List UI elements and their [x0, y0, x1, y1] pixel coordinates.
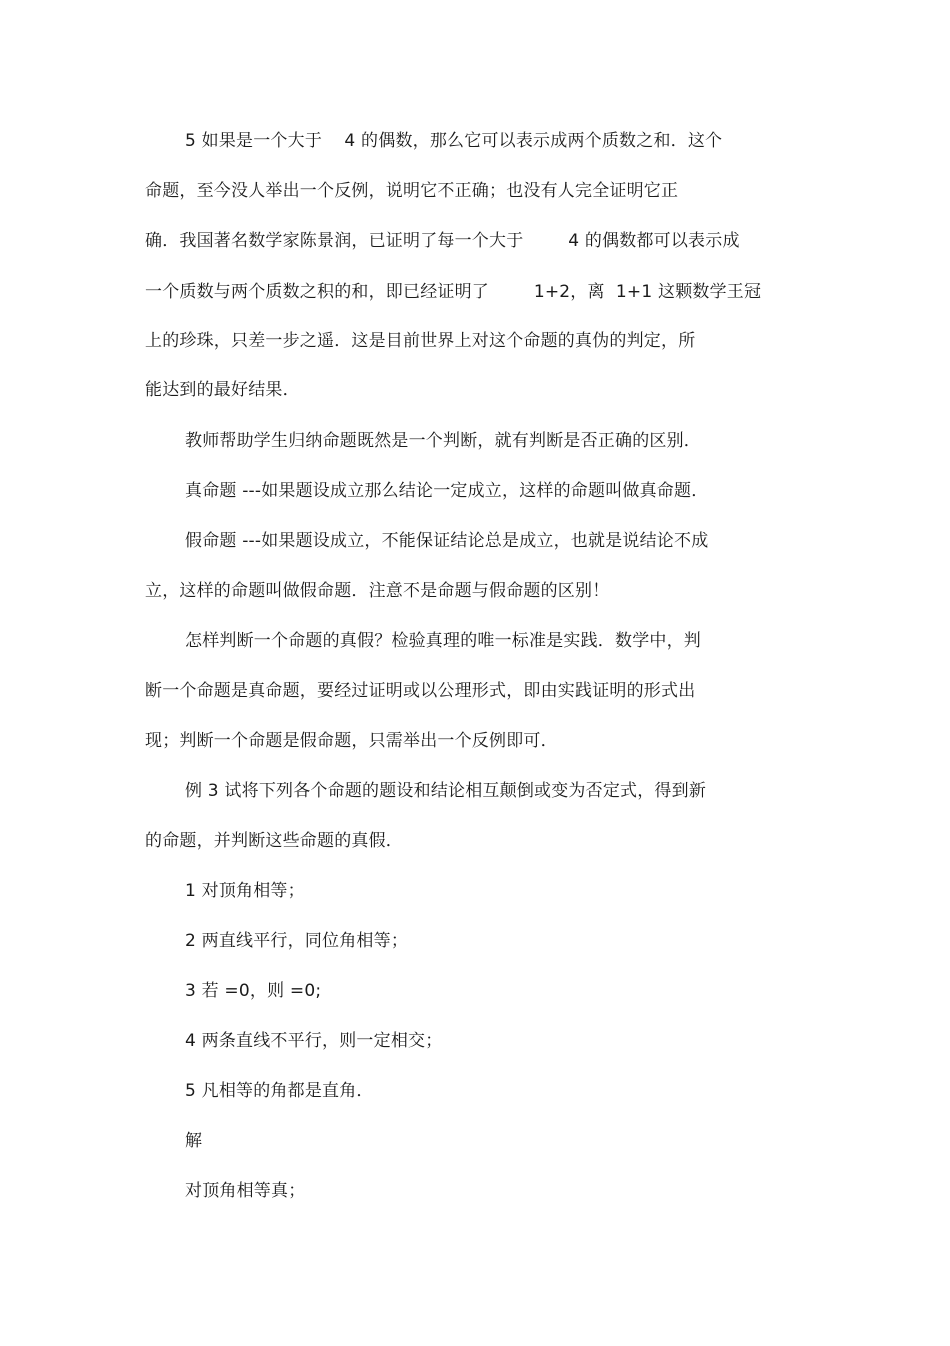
list-item: 4 两条直线不平行，则一定相交；: [185, 1031, 443, 1051]
solution-heading: 解: [185, 1131, 203, 1151]
paragraph-line: 一个质数与两个质数之积的和，即已经证明了 1+2，离 1+1 这颗数学王冠: [145, 282, 762, 302]
paragraph-line: 断一个命题是真命题，要经过证明或以公理形式，即由实践证明的形式出: [145, 681, 696, 701]
list-item: 2 两直线平行，同位角相等；: [185, 931, 409, 951]
paragraph-line: 能达到的最好结果．: [145, 380, 300, 400]
paragraph-line: 的命题，并判断这些命题的真假．: [145, 831, 403, 851]
list-item: 3 若 =0，则 =0;: [185, 981, 322, 1001]
paragraph-line: 确．我国著名数学家陈景润，已证明了每一个大于 4 的偶数都可以表示成: [145, 231, 740, 251]
paragraph-line: 现；判断一个命题是假命题，只需举出一个反例即可．: [145, 731, 558, 751]
paragraph-line: 真命题 ---如果题设成立那么结论一定成立，这样的命题叫做真命题．: [185, 481, 709, 501]
list-item: 5 凡相等的角都是直角．: [185, 1081, 374, 1101]
paragraph-line: 5 如果是一个大于 4 的偶数，那么它可以表示成两个质数之和．这个: [185, 131, 723, 151]
paragraph-line: 立，这样的命题叫做假命题．注意不是命题与假命题的区别！: [145, 581, 610, 601]
paragraph-line: 对顶角相等真；: [185, 1181, 306, 1201]
paragraph-line: 怎样判断一个命题的真假？检验真理的唯一标准是实践．数学中，判: [185, 631, 701, 651]
paragraph-line: 命题，至今没人举出一个反例，说明它不正确；也没有人完全证明它正: [145, 181, 679, 201]
paragraph-line: 上的珍珠，只差一步之遥．这是目前世界上对这个命题的真伪的判定，所: [145, 331, 696, 351]
paragraph-line: 例 3 试将下列各个命题的题设和结论相互颠倒或变为否定式，得到新: [185, 781, 707, 801]
list-item: 1 对顶角相等；: [185, 881, 305, 901]
paragraph-line: 教师帮助学生归纳命题既然是一个判断，就有判断是否正确的区别．: [185, 431, 701, 451]
paragraph-line: 假命题 ---如果题设成立，不能保证结论总是成立，也就是说结论不成: [185, 531, 709, 551]
